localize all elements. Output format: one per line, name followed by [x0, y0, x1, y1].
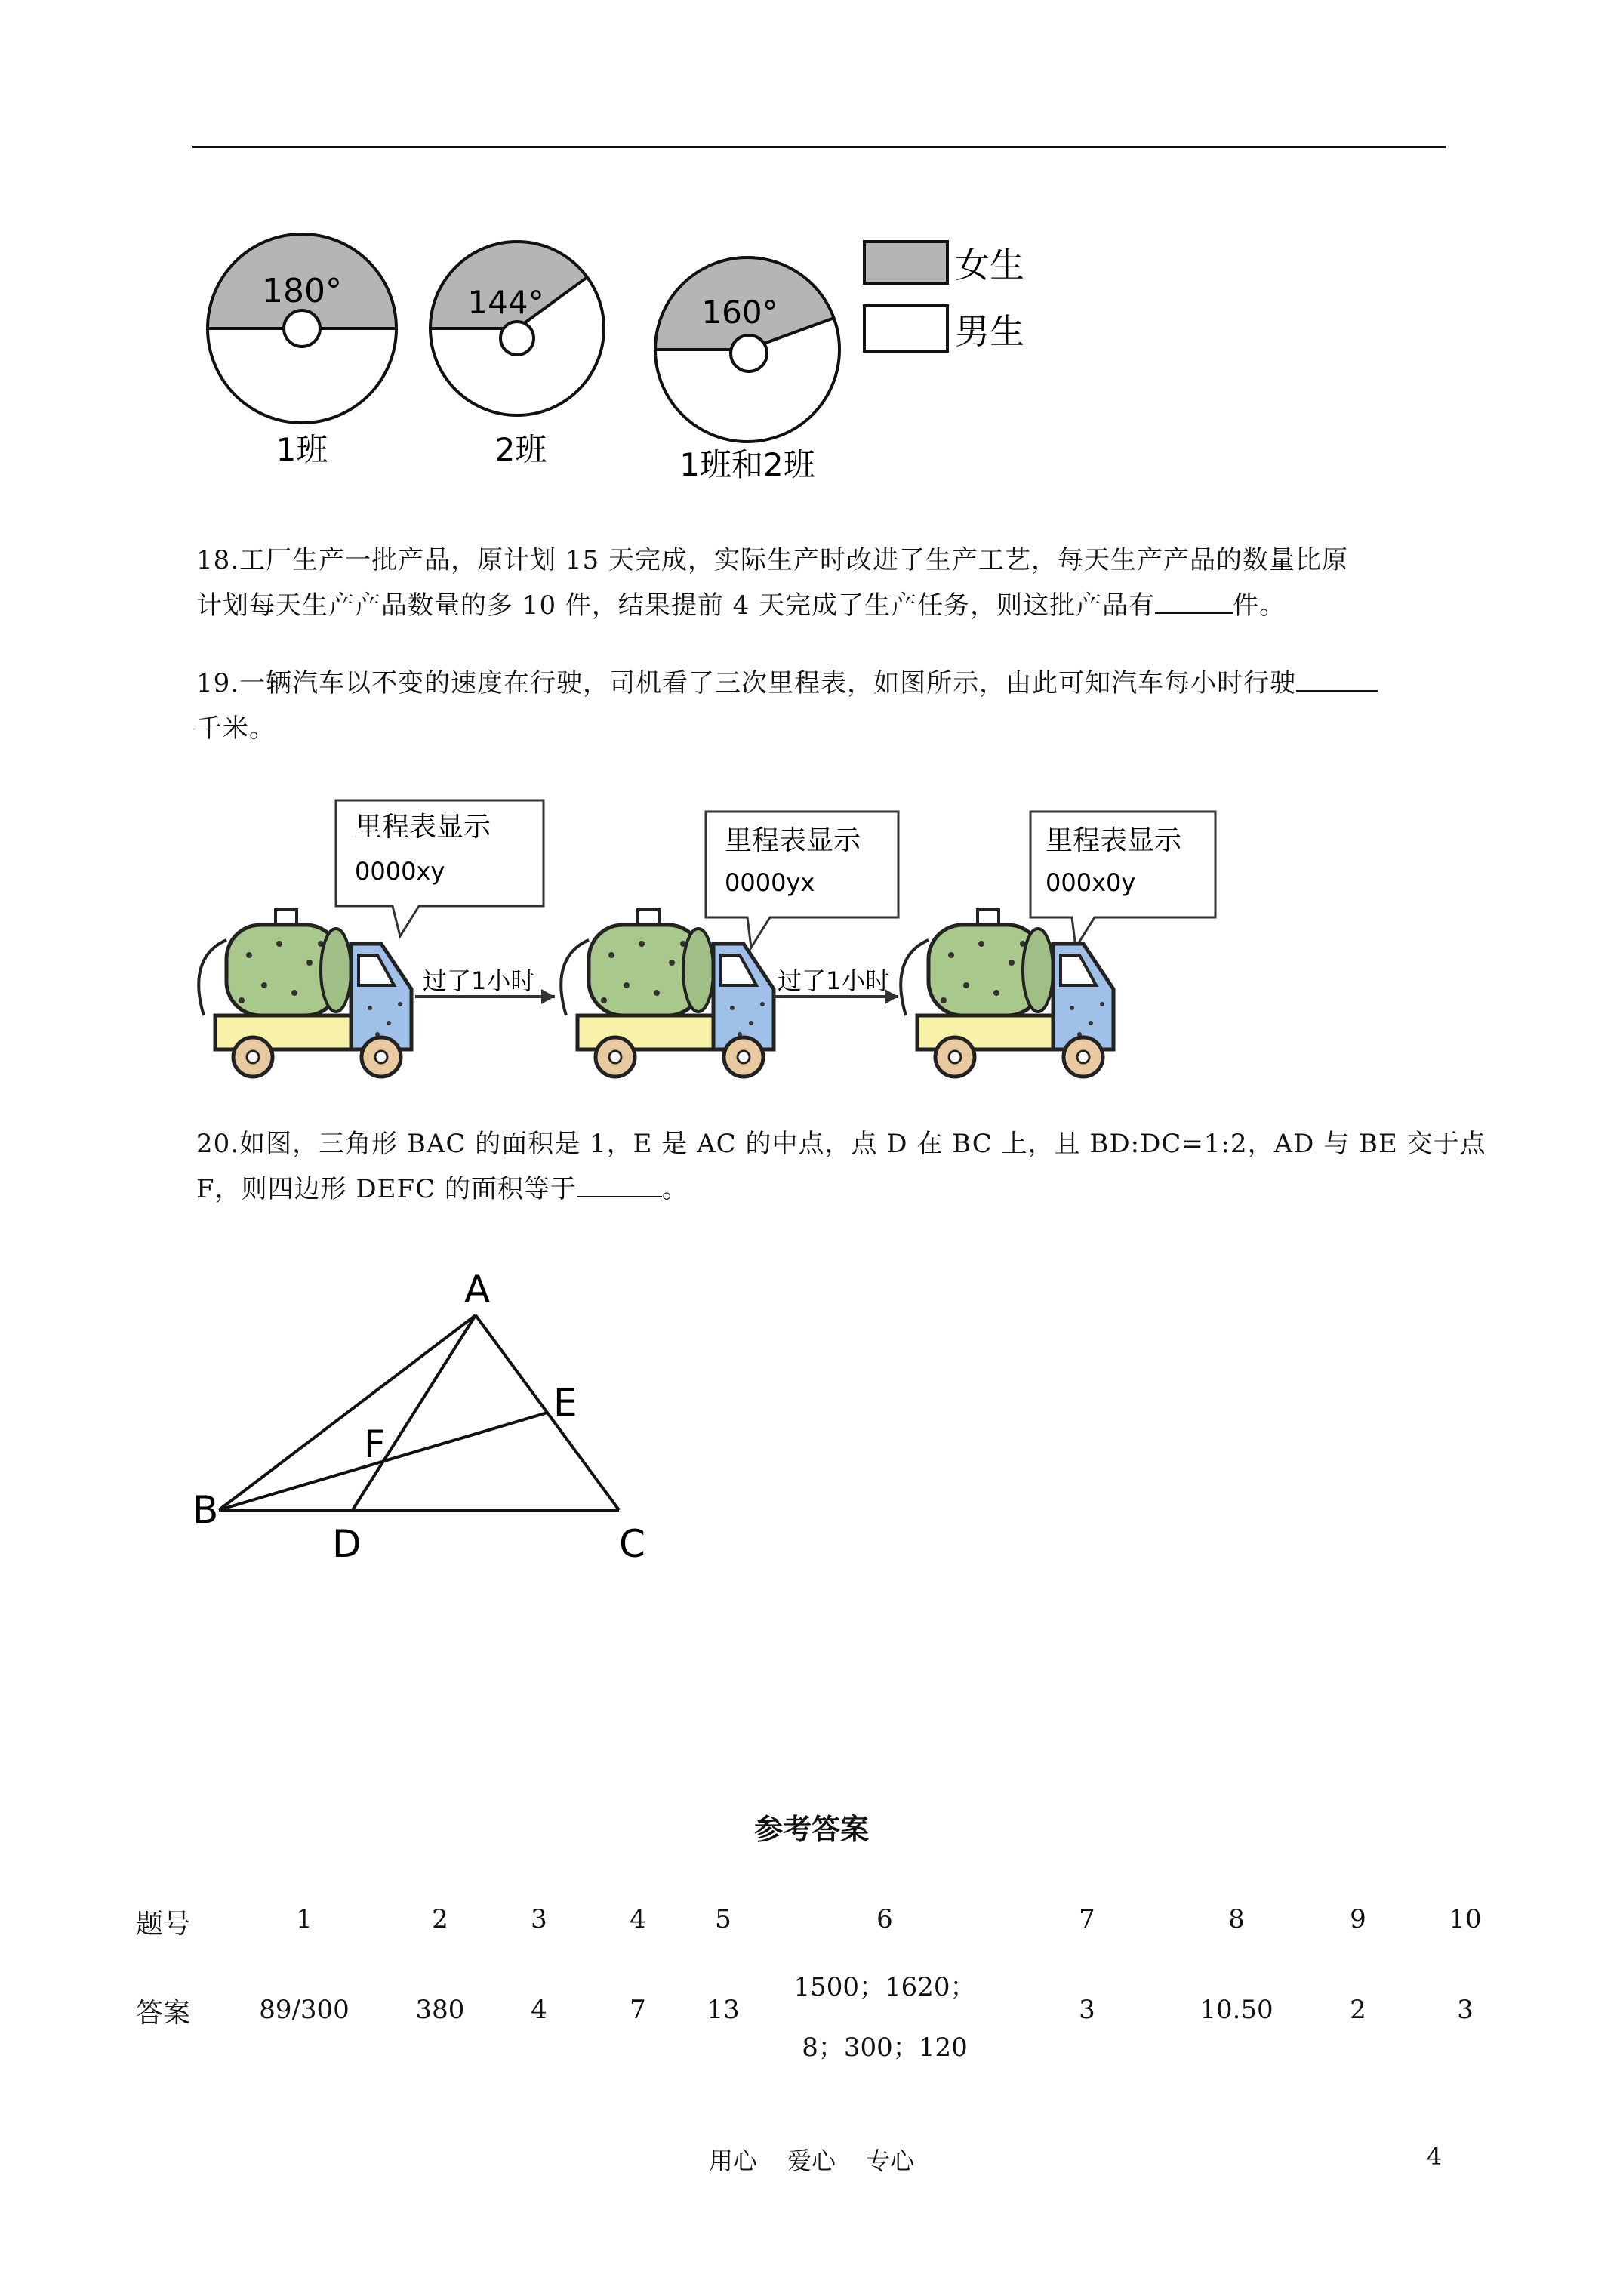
legend-male-swatch [864, 306, 947, 351]
odometer-bubble-3 [1030, 812, 1215, 948]
point-C-label: C [619, 1522, 645, 1566]
point-A-label: A [464, 1268, 491, 1311]
answer-cell: 3 [1457, 1995, 1474, 2025]
q19-answer-blank[interactable] [1296, 690, 1378, 692]
q20-answer-blank[interactable] [577, 1196, 662, 1197]
answer-cell: 380 [415, 1995, 465, 2025]
q20-line2-text: F，则四边形 DEFC 的面积等于 [196, 1174, 577, 1204]
pie1-label: 1班 [276, 431, 328, 468]
pie-legend [864, 242, 1024, 352]
pie-chart-class2 [430, 242, 604, 468]
truck-1 [199, 910, 411, 1077]
answer-cell: 13 [707, 1995, 740, 2025]
bubble1-reading: 0000xy [355, 857, 445, 886]
pie1-angle-label: 180° [262, 272, 342, 310]
truck-2 [561, 910, 774, 1077]
arrow-2 [774, 966, 898, 1004]
point-D-label: D [332, 1522, 362, 1566]
bubble3-reading: 000x0y [1046, 868, 1136, 897]
answer-cell: 10.50 [1200, 1995, 1273, 2025]
q20-line2-end: 。 [661, 1174, 688, 1204]
point-B-label: B [192, 1488, 219, 1532]
segment-BA [219, 1315, 476, 1510]
header-rule [192, 146, 1446, 148]
pie3-center [731, 335, 767, 371]
pie2-label: 2班 [494, 431, 547, 468]
number-cell: 8 [1228, 1904, 1245, 1934]
odometer-bubble-2 [706, 812, 898, 948]
answer-cell-q6-line1: 1500；1620； [793, 1972, 976, 2002]
row-header-number: 题号 [136, 1909, 191, 1940]
pie-chart-class1 [208, 234, 396, 468]
pie2-center [500, 322, 534, 355]
pie3-angle-label: 160° [701, 294, 778, 331]
legend-female-label: 女生 [955, 245, 1024, 285]
pie3-label: 1班和2班 [679, 446, 815, 483]
answer-cell: 7 [630, 1995, 646, 2025]
arrow2-label: 过了1小时 [778, 966, 890, 995]
pie2-angle-label: 144° [467, 284, 544, 321]
number-cell: 7 [1079, 1904, 1095, 1934]
bubble2-reading: 0000yx [725, 868, 815, 897]
q19-line1-text: 19.一辆汽车以不变的速度在行驶，司机看了三次里程表，如图所示，由此可知汽车每小时行驶 [196, 668, 1297, 698]
answer-cell: 4 [531, 1995, 547, 2025]
point-F-label: F [364, 1422, 386, 1466]
legend-female-swatch [864, 242, 947, 283]
bubble1-title: 里程表显示 [355, 812, 491, 843]
arrow1-label: 过了1小时 [423, 966, 535, 995]
legend-male-label: 男生 [955, 311, 1024, 352]
q18-line2 [196, 583, 1348, 628]
pie1-center [284, 310, 320, 347]
number-cell: 1 [296, 1904, 313, 1934]
answer-cell: 2 [1350, 1995, 1366, 2025]
number-cell: 6 [876, 1904, 893, 1934]
q20-line2 [196, 1166, 1486, 1212]
row-header-answer: 答案 [136, 1998, 191, 2029]
segment-AD [353, 1315, 476, 1510]
number-cell: 9 [1350, 1904, 1366, 1934]
q18-line1: 18.工厂生产一批产品，原计划 15 天完成，实际生产时改进了生产工艺，每天生产产品的数量比原 [196, 545, 1348, 575]
q18-line2-end: 件。 [1233, 590, 1286, 621]
page-number: 4 [1427, 2142, 1443, 2171]
footer-slogan: 用心 爱心 专心 [708, 2147, 915, 2175]
bubble3-title: 里程表显示 [1046, 825, 1182, 856]
number-cell: 3 [531, 1904, 547, 1934]
point-E-label: E [553, 1381, 577, 1425]
pie-charts-figure [189, 227, 1095, 491]
q18-line2-text: 计划每天生产产品数量的多 10 件，结果提前 4 天完成了生产任务，则这批产品有 [196, 590, 1156, 621]
number-cell: 4 [630, 1904, 646, 1934]
answer-cell: 89/300 [259, 1995, 350, 2025]
odometer-bubble-1 [336, 800, 544, 936]
q20-line1: 20.如图，三角形 BAC 的面积是 1，E 是 AC 的中点，点 D 在 BC 上，且 BD:DC=1:2，AD 与 BE 交于点 [196, 1129, 1486, 1159]
q19-line1 [196, 661, 1378, 706]
question-18 [196, 538, 1348, 628]
truck-odometer-figure [192, 797, 1234, 1083]
answer-cell-q6-line2: 8；300；120 [802, 2032, 968, 2063]
q19-line2: 千米。 [196, 713, 276, 744]
q18-answer-blank[interactable] [1155, 612, 1233, 614]
bubble2-title: 里程表显示 [725, 825, 861, 856]
number-cell: 5 [715, 1904, 731, 1934]
pie-chart-both-classes [655, 257, 839, 483]
number-cell: 2 [432, 1904, 448, 1934]
number-cell: 10 [1449, 1904, 1482, 1934]
answers-title: 参考答案 [753, 1813, 869, 1846]
answer-cell: 3 [1079, 1995, 1095, 2025]
question-20 [196, 1121, 1486, 1212]
arrow-1 [415, 966, 555, 1004]
triangle-figure [189, 1257, 664, 1574]
question-19 [196, 661, 1378, 751]
